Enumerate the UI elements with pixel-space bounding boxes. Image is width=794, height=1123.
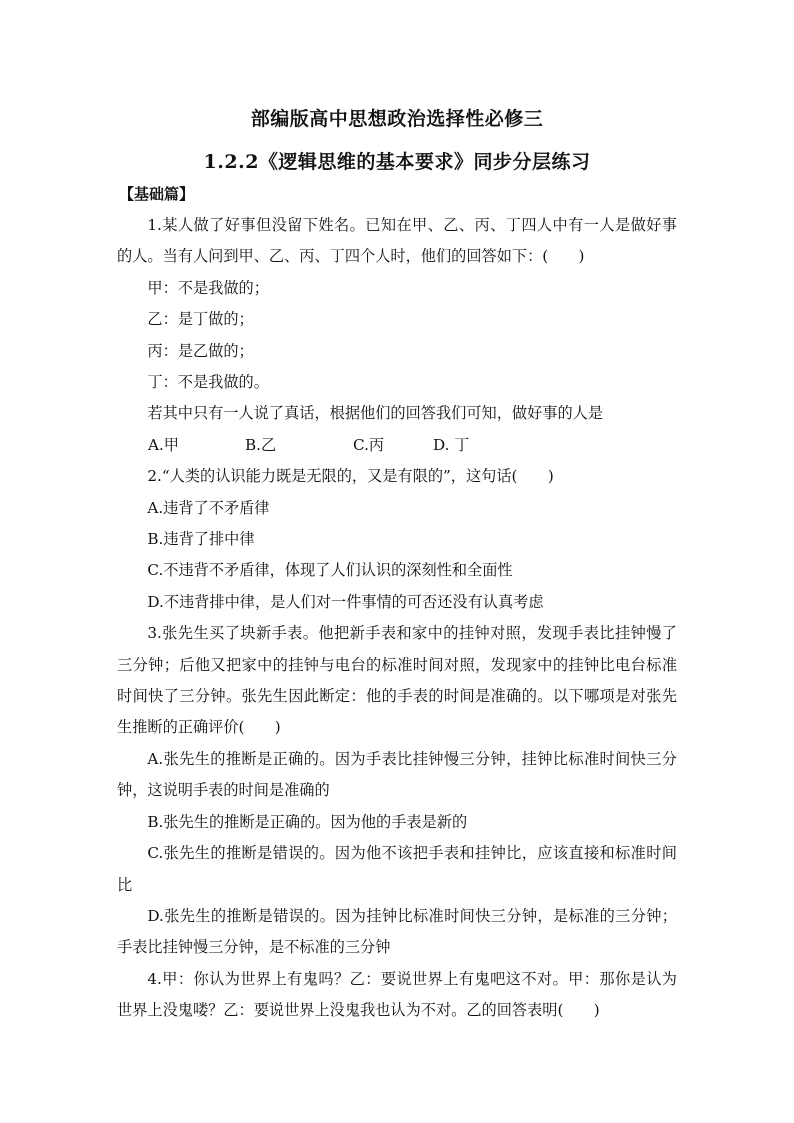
question-4-stem: 4.甲：你认为世界上有鬼吗？乙：要说世界上有鬼吧这不对。甲：那你是认为世界上没鬼喽？乙：要说世界上没鬼我也认为不对。乙的回答表明( ) [117,969,677,1020]
question-1-followup: 若其中只有一人说了真话，根据他们的回答我们可知，做好事的人是 [147,404,604,423]
question-1-stem: 1.某人做了好事但没留下姓名。已知在甲、乙、丙、丁四人中有一人是做好事的人。当有人问到甲、乙、丙、丁四个人时，他们的回答如下：( ) [117,216,677,266]
question-2-option-a: A.违背了不矛盾律 [147,498,270,517]
question-1-statement-d: 丁：不是我做的。 [147,373,269,392]
question-list [117,210,677,1027]
question-3-stem: 3.张先生买了块新手表。他把新手表和家中的挂钟对照，发现手表比挂钟慢了三分钟；后他又把家中的挂钟与电台的标准时间对照，发现家中的挂钟比电台标准时间快了三分钟。张先生因此断定：他的手表的时间是准确的。以下哪项是对张先生推断的正确评价( ) [117,624,677,737]
question-1-option-c: C.丙 [353,435,385,454]
question-1-statement-a: 甲：不是我做的； [147,278,269,297]
document-title: 部编版高中思想政治选择性必修三 [250,108,544,130]
question-1-statement-b: 乙：是丁做的； [147,310,254,329]
question-2-option-d: D.不违背排中律，是人们对一件事情的可否还没有认真考虑 [147,592,544,611]
question-1-option-d: D. 丁 [433,435,470,454]
question-1-option-b: B.乙 [245,435,277,454]
question-3-option-b: B.张先生的推断是正确的。因为他的手表是新的 [147,812,468,831]
section-label: 【基础篇】 [119,185,195,203]
question-3-option-a: A.张先生的推断是正确的。因为手表比挂钟慢三分钟，挂钟比标准时间快三分钟，这说明手表的时间是准确的 [117,749,677,800]
question-1-statement-c: 丙：是乙做的； [147,341,254,360]
question-1-options [117,430,677,461]
question-3-option-d: D.张先生的推断是错误的。因为挂钟比标准时间快三分钟，是标准的三分钟；手表比挂钟慢三分钟，是不标准的三分钟 [117,906,677,957]
question-3-option-c: C.张先生的推断是错误的。因为他不该把手表和挂钟比，应该直接和标准时间比 [117,844,677,894]
question-2-stem: 2.“人类的认识能力既是无限的，又是有限的”，这句话( ) [147,467,554,486]
document-subtitle: 1.2.2《逻辑思维的基本要求》同步分层练习 [203,151,591,173]
question-2-option-b: B.违背了排中律 [147,530,255,549]
question-2-option-c: C.不违背不矛盾律，体现了人们认识的深刻性和全面性 [147,561,513,580]
question-1-option-a: A.甲 [148,435,179,454]
